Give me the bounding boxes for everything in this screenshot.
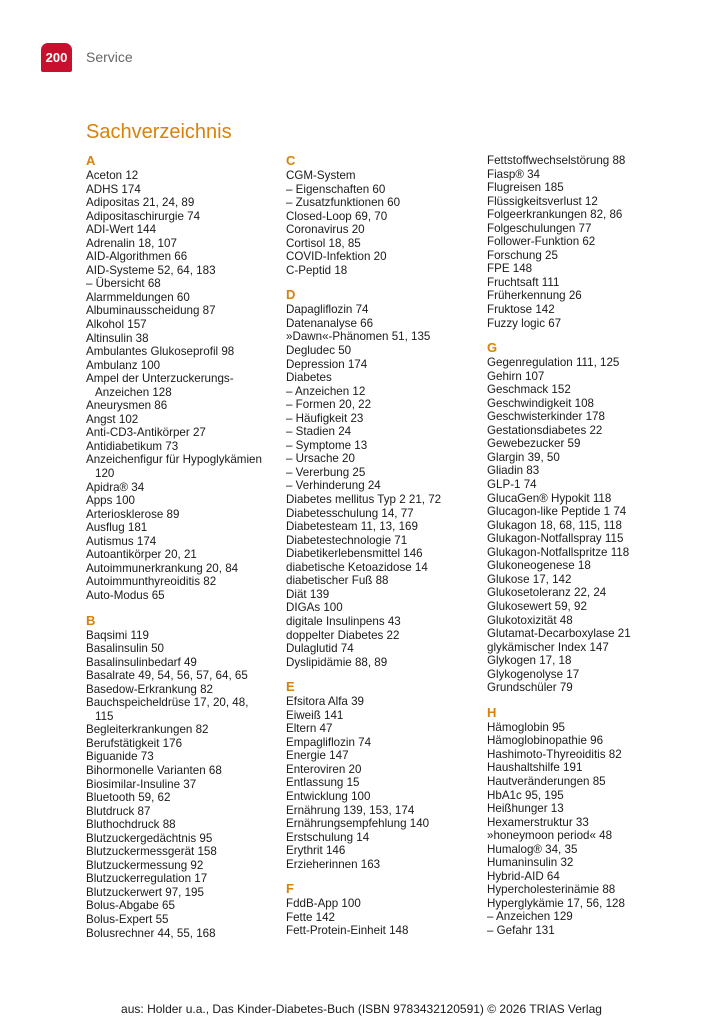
- index-entry: Fett-Protein-Einheit 148: [286, 924, 409, 938]
- index-subentry: – Häufigkeit 23: [286, 411, 364, 425]
- index-entry: Albuminausscheidung 87: [86, 304, 216, 318]
- index-entry: AID-Algorithmen 66: [86, 250, 188, 264]
- index-entry-list: [286, 303, 476, 669]
- index-entry: Fette 142: [286, 910, 335, 924]
- index-entry: Basalinsulin 50: [86, 642, 164, 656]
- index-entry: Hautveränderungen 85: [487, 774, 606, 788]
- index-column-1: [86, 154, 276, 940]
- index-entry: Glukoneogenese 18: [487, 559, 591, 573]
- index-entry: Efsitora Alfa 39: [286, 695, 364, 709]
- index-entry: Ambulanz 100: [86, 358, 161, 372]
- index-letter-heading: F: [286, 881, 294, 897]
- index-entry: FddB-App 100: [286, 897, 361, 911]
- index-entry: Cortisol 18, 85: [286, 236, 361, 250]
- index-entry: Dapagliflozin 74: [286, 303, 369, 317]
- index-entry: Hämoglobin 95: [487, 720, 565, 734]
- index-entry: Blutzuckermessgerät 158: [86, 845, 217, 859]
- index-entry: Bluthochdruck 88: [86, 818, 176, 832]
- page-title: Sachverzeichnis: [86, 121, 232, 143]
- index-entry: Grundschüler 79: [487, 681, 573, 695]
- index-subentry: – Verhinderung 24: [286, 479, 381, 493]
- index-entry-list: [86, 629, 276, 941]
- index-entry: Fruktose 142: [487, 303, 555, 317]
- index-entry: Hexamerstruktur 33: [487, 815, 589, 829]
- index-entry: Alkohol 157: [86, 318, 147, 332]
- index-subentry: – Übersicht 68: [86, 277, 161, 291]
- index-entry: Gliadin 83: [487, 464, 540, 478]
- index-entry: Biguanide 73: [86, 750, 154, 764]
- index-entry: Geschwindigkeit 108: [487, 396, 594, 410]
- index-entry: Glutamat-Decarboxylase 21: [487, 627, 631, 641]
- index-entry: Apps 100: [86, 494, 135, 508]
- index-entry: Degludec 50: [286, 344, 352, 358]
- index-entry: Bauchspeicheldrüse 17, 20, 48,: [86, 696, 249, 710]
- index-entry-continuation: 115: [95, 709, 114, 723]
- index-letter-heading: B: [86, 612, 96, 628]
- index-entry: Bihormonelle Varianten 68: [86, 763, 222, 777]
- index-entry: Fiasp® 34: [487, 167, 541, 181]
- index-entry: GlucaGen® Hypokit 118: [487, 491, 612, 505]
- index-subentry: – Anzeichen 129: [487, 910, 573, 924]
- index-entry: Depression 174: [286, 357, 368, 371]
- index-letter-heading: H: [487, 704, 497, 720]
- index-entry: Haushaltshilfe 191: [487, 761, 583, 775]
- index-entry: Hypercholesterinämie 88: [487, 883, 616, 897]
- index-entry: Arteriosklerose 89: [86, 507, 180, 521]
- index-entry: Basedow-Erkrankung 82: [86, 682, 213, 696]
- index-entry: Fuzzy logic 67: [487, 316, 562, 330]
- index-entry: Bolus-Expert 55: [86, 912, 169, 926]
- index-entry: Autoimmunthyreoiditis 82: [86, 575, 217, 589]
- index-entry: Begleiterkrankungen 82: [86, 723, 209, 737]
- index-entry: Hämoglobinopathie 96: [487, 734, 604, 748]
- index-entry: Humaninsulin 32: [487, 856, 574, 870]
- index-entry-list: [286, 169, 476, 277]
- index-entry: Antidiabetikum 73: [86, 439, 179, 453]
- index-entry: Energie 147: [286, 749, 349, 763]
- index-entry: Blutzuckermessung 92: [86, 858, 204, 872]
- index-entry: Anti-CD3-Antikörper 27: [86, 426, 206, 440]
- index-letter-heading: D: [286, 287, 296, 303]
- index-entry: Apidra® 34: [86, 480, 145, 494]
- index-subentry: – Stadien 24: [286, 425, 352, 439]
- index-entry: Baqsimi 119: [86, 628, 149, 642]
- index-entry: Glukosetoleranz 22, 24: [487, 586, 607, 600]
- index-letter-heading: E: [286, 679, 295, 695]
- index-entry: AID-Systeme 52, 64, 183: [86, 263, 216, 277]
- index-entry: Empagliflozin 74: [286, 735, 372, 749]
- page-number-badge: 200: [41, 43, 72, 72]
- index-entry: Ampel der Unterzuckerungs-: [86, 372, 234, 386]
- index-entry: Hashimoto-Thyreoiditis 82: [487, 747, 622, 761]
- index-entry: Berufstätigkeit 176: [86, 736, 183, 750]
- index-subentry: – Symptome 13: [286, 438, 368, 452]
- index-entry: Basalinsulinbedarf 49: [86, 655, 197, 669]
- index-entry: Entwicklung 100: [286, 789, 371, 803]
- index-letter-heading: G: [487, 340, 498, 356]
- index-entry: Biosimilar-Insuline 37: [86, 777, 197, 791]
- index-entry: FPE 148: [487, 262, 533, 276]
- index-letter-heading: A: [86, 153, 96, 168]
- index-entry: Flugreisen 185: [487, 181, 564, 195]
- index-entry: HbA1c 95, 195: [487, 788, 564, 802]
- index-entry: Ernährung 139, 153, 174: [286, 803, 415, 817]
- index-entry: Gegenregulation 111, 125: [487, 356, 620, 370]
- index-entry: Basalrate 49, 54, 56, 57, 64, 65: [86, 669, 248, 683]
- index-entry: Gestationsdiabetes 22: [487, 423, 603, 437]
- index-entry: C-Peptid 18: [286, 263, 348, 277]
- index-entry: Autismus 174: [86, 534, 157, 548]
- index-entry-list: [487, 154, 677, 330]
- index-subentry: – Zusatzfunktionen 60: [286, 196, 401, 210]
- index-entry: Auto-Modus 65: [86, 588, 165, 602]
- index-entry: Diabetes mellitus Typ 2 21, 72: [286, 493, 442, 507]
- index-column-3: [487, 154, 677, 938]
- index-entry: Diät 139: [286, 587, 330, 601]
- index-entry: Bluetooth 59, 62: [86, 791, 171, 805]
- index-entry: diabetischer Fuß 88: [286, 574, 389, 588]
- index-letter-heading: C: [286, 153, 296, 168]
- footer-citation: aus: Holder u.a., Das Kinder-Diabetes-Buch (ISBN 9783432120591) © 2026 TRIAS Verlag: [121, 1002, 602, 1016]
- index-entry: Diabetestechnologie 71: [286, 533, 408, 547]
- index-entry: Adipositaschirurgie 74: [86, 209, 201, 223]
- index-entry: Enteroviren 20: [286, 762, 362, 776]
- index-entry: Hyperglykämie 17, 56, 128: [487, 896, 625, 910]
- index-entry: Folgeschulungen 77: [487, 221, 592, 235]
- index-entry: Ambulantes Glukoseprofil 98: [86, 345, 235, 359]
- index-entry: Alarmmeldungen 60: [86, 290, 190, 304]
- index-entry: Blutzuckerregulation 17: [86, 872, 208, 886]
- index-entry: Ausflug 181: [86, 521, 148, 535]
- index-entry-list: [286, 897, 476, 938]
- index-entry: Blutzuckerwert 97, 195: [86, 885, 204, 899]
- index-entry: Autoimmunerkrankung 20, 84: [86, 561, 239, 575]
- index-entry: Autoantikörper 20, 21: [86, 548, 197, 562]
- index-entry: Erstschulung 14: [286, 830, 370, 844]
- index-entry: Fettstoffwechselstörung 88: [487, 154, 626, 167]
- index-entry-list: [286, 695, 476, 871]
- index-entry-list: [487, 721, 677, 938]
- index-entry-list: [86, 169, 276, 603]
- index-entry: Heißhunger 13: [487, 802, 564, 816]
- index-entry: Blutdruck 87: [86, 804, 151, 818]
- index-entry: diabetische Ketoazidose 14: [286, 560, 428, 574]
- index-subentry: – Eigenschaften 60: [286, 182, 386, 196]
- index-entry: Angst 102: [86, 412, 139, 426]
- index-entry: Folgeerkrankungen 82, 86: [487, 208, 623, 222]
- index-entry: DIGAs 100: [286, 601, 343, 615]
- index-entry: Glykogen 17, 18: [487, 654, 572, 668]
- index-entry: Glukagon 18, 68, 115, 118: [487, 518, 622, 532]
- index-entry: Adrenalin 18, 107: [86, 236, 177, 250]
- index-entry: Geschmack 152: [487, 383, 571, 397]
- index-entry: COVID-Infektion 20: [286, 250, 387, 264]
- index-entry: Dulaglutid 74: [286, 642, 354, 656]
- index-entry: Dyslipidämie 88, 89: [286, 655, 388, 669]
- index-entry-continuation: 120: [95, 467, 115, 481]
- index-entry: Geschwisterkinder 178: [487, 410, 605, 424]
- index-entry: Glucagon-like Peptide 1 74: [487, 505, 627, 519]
- index-entry: Glukose 17, 142: [487, 572, 572, 586]
- index-entry: Glukagon-Notfallspray 115: [487, 532, 624, 546]
- index-entry: Entlassung 15: [286, 776, 360, 790]
- index-entry: Aceton 12: [86, 169, 139, 182]
- index-entry: Adipositas 21, 24, 89: [86, 196, 195, 210]
- index-subentry: – Anzeichen 12: [286, 384, 366, 398]
- index-column-2: [286, 154, 476, 938]
- index-entry: Diabetikerlebensmittel 146: [286, 547, 423, 561]
- index-entry: Hybrid-AID 64: [487, 869, 560, 883]
- index-subentry: – Vererbung 25: [286, 465, 366, 479]
- index-entry: »Dawn«-Phänomen 51, 135: [286, 330, 431, 344]
- index-subentry: – Gefahr 131: [487, 923, 555, 937]
- index-entry: Forschung 25: [487, 248, 558, 262]
- index-entry: Blutzuckergedächtnis 95: [86, 831, 213, 845]
- index-entry: Flüssigkeitsverlust 12: [487, 194, 598, 208]
- index-entry: CGM-System: [286, 169, 356, 182]
- index-entry: Erzieherinnen 163: [286, 857, 381, 871]
- index-entry: Gewebezucker 59: [487, 437, 581, 451]
- index-entry: Altinsulin 38: [86, 331, 149, 345]
- index-entry: Eiweiß 141: [286, 708, 344, 722]
- index-entry: »honeymoon period« 48: [487, 829, 613, 843]
- index-entry: Glukosewert 59, 92: [487, 599, 587, 613]
- index-entry: ADI-Wert 144: [86, 223, 157, 237]
- index-entry: Anzeichenfigur für Hypoglykämien: [86, 453, 262, 467]
- index-entry: Coronavirus 20: [286, 223, 365, 237]
- index-subentry: – Ursache 20: [286, 452, 355, 466]
- index-entry: Diabetesteam 11, 13, 169: [286, 520, 418, 534]
- index-entry: Eltern 47: [286, 722, 333, 736]
- index-entry: doppelter Diabetes 22: [286, 628, 400, 642]
- index-entry: GLP-1 74: [487, 478, 537, 492]
- index-entry: Aneurysmen 86: [86, 399, 168, 413]
- index-entry-continuation: Anzeichen 128: [95, 385, 172, 399]
- index-entry: Humalog® 34, 35: [487, 842, 578, 856]
- index-entry: Gehirn 107: [487, 369, 545, 383]
- index-entry: Früherkennung 26: [487, 289, 582, 303]
- index-entry: Erythrit 146: [286, 844, 346, 858]
- index-entry: Datenanalyse 66: [286, 316, 374, 330]
- index-entry: Ernährungsempfehlung 140: [286, 817, 430, 831]
- index-entry: Closed-Loop 69, 70: [286, 209, 388, 223]
- index-entry: Follower-Funktion 62: [487, 235, 596, 249]
- index-entry: digitale Insulinpens 43: [286, 614, 401, 628]
- index-entry: Diabetesschulung 14, 77: [286, 506, 414, 520]
- index-subentry: – Formen 20, 22: [286, 398, 372, 412]
- index-entry: Glukotoxizität 48: [487, 613, 573, 627]
- index-entry: Glykogenolyse 17: [487, 667, 580, 681]
- index-entry: Fruchtsaft 111: [487, 275, 560, 289]
- index-entry: Glukagon-Notfallspritze 118: [487, 545, 630, 559]
- index-entry: glykämischer Index 147: [487, 640, 609, 654]
- index-entry: Glargin 39, 50: [487, 450, 560, 464]
- section-label: Service: [86, 49, 133, 65]
- index-entry: Diabetes: [286, 371, 332, 385]
- index-entry: Bolus-Abgabe 65: [86, 899, 175, 913]
- index-entry: Bolusrechner 44, 55, 168: [86, 926, 216, 940]
- index-entry: ADHS 174: [86, 182, 141, 196]
- index-entry-list: [487, 356, 677, 695]
